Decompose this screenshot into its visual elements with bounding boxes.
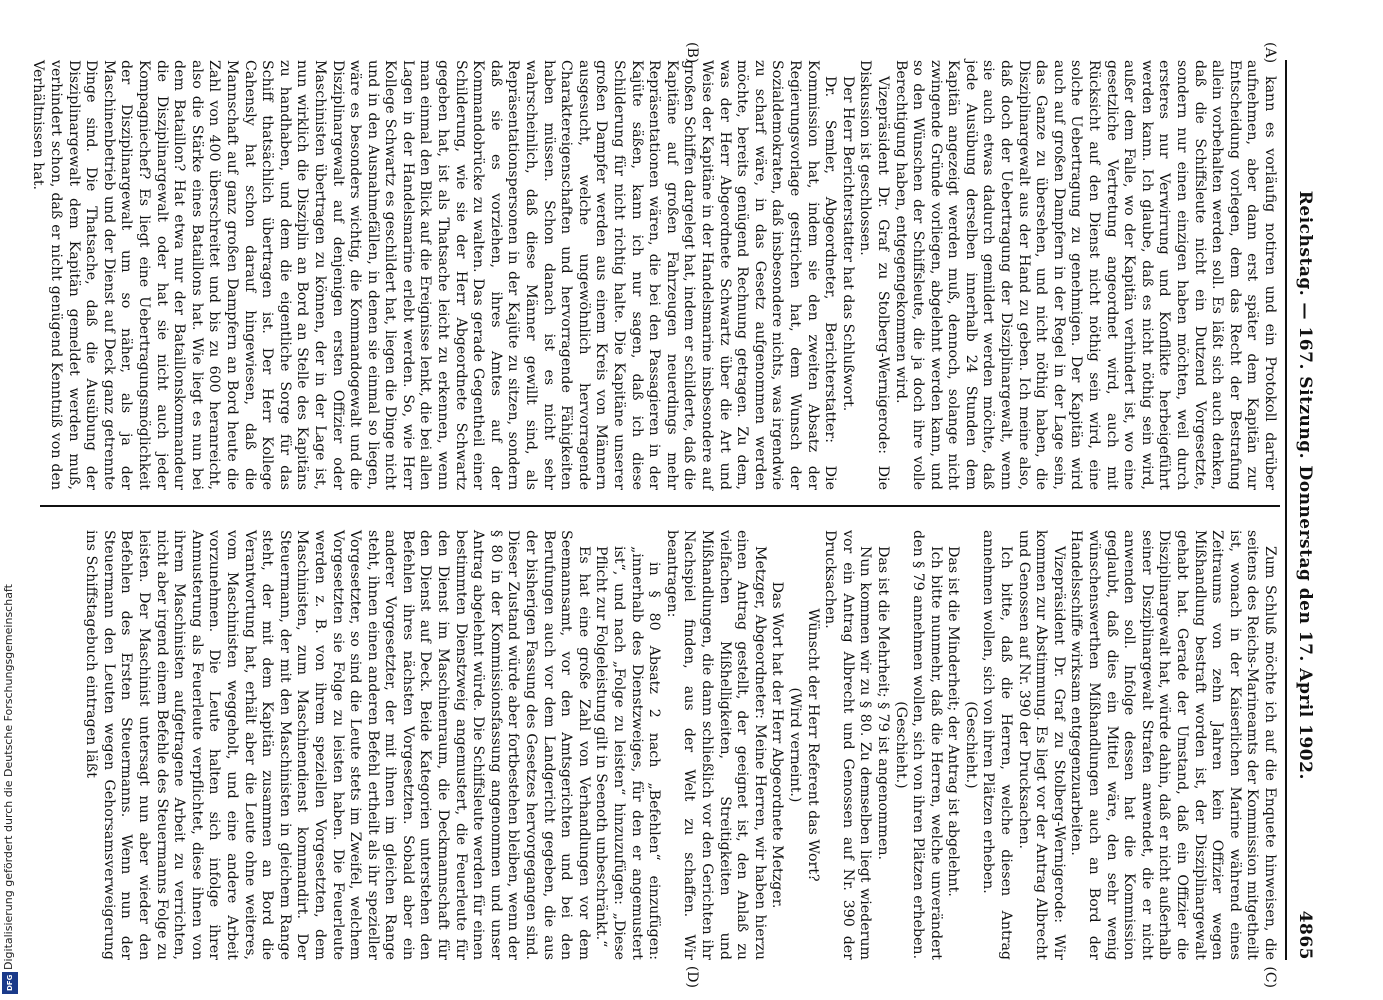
amendment-quote: in § 80 Absatz 2 nach „Befehlen“ einzufügen: „innerhalb des Dienstzweiges, für den er angemustert ist“, und nach „Folge zu leisten“ hinzuzufügen: „Diese Pflicht zur Folgeleistung gilt in Seenoth unbeschränkt.“ [593,546,663,960]
left-paragraph: Vizepräsident Dr. Graf zu Stolberg-Wernigerode: Die Diskussion ist geschlossen. [857,60,891,490]
right-paragraph: Ich bitte nunmehr, daß die Herren, welche unverändert den § 79 annehmen wollen, sich von ihren Plätzen erheben. [910,530,944,960]
marker-b: (B) [684,42,700,64]
right-column [40,530,1278,960]
stage-direction: (Wird verneint.) [786,687,803,803]
right-paragraph: Ich bitte, daß die Herren, welche diesen Antrag annehmen wollen, sich von ihren Plätzen erheben. [980,530,1015,960]
page-number: 4865 [1295,910,1315,960]
header-rule [1285,60,1287,960]
column-divider [40,505,1280,507]
stage-direction: (Geschieht.) [892,701,909,789]
funding-note: Digitalisierung gefördert durch die Deutsche Forschungsgemeinschaft [2,584,15,970]
marker-c: (C) [1262,966,1278,988]
digitization-credit [0,584,20,1000]
marker-d: (D) [684,965,700,988]
marker-a: (A) [1262,42,1278,64]
left-paragraph: kann es vorläufig notiren und ein Protokoll darüber aufnehmen, aber dann erst später dem Kapitän zur Entscheidung vorlegen, dem das Recht der Bestrafung allein vorbehalten werden soll. Es läßt sich auch denken, daß die Schiffsleute nicht ein Dutzend Vorgesetzte, sondern nur einen einzigen haben möchten, weil durch ersteres nur Verwirrung und Konflikte herbeigeführt werden kann. Ich glaube, daß es nicht nöthig sein wird, außer dem Falle, wo der Kapitän verhindert ist, wo eine gesetzliche Vertretung angeordnet wird, auch mit Rücksicht auf den Dienst nicht nöthig sein wird, eine solche Uebertragung zu genehmigen. Der Kapitän wird auch auf großen Dampfern in der Regel in der Lage sein, das Ganze zu übersehen, und nicht nöthig haben, die Disziplinargewalt aus der Hand zu geben. Ich meine also, daß doch der Uebertragung der Disziplinargewalt, wenn sie auch etwas dadurch gemildert werden möchte, daß jede Ausübung derselben innerhalb 24 Stunden dem Kapitän angezeigt werden muß, dennoch, solange nicht zwingende Gründe vorliegen, abgelehnt werden kann, und so den Wünschen der Schiffsleute, die ja doch ihre volle Berechtigung haben, entgegengekommen wird. [892,60,1278,490]
dfg-logo: DFG [2,972,18,994]
right-paragraph: Es hat eine große Zahl von Verhandlungen vor dem Seemannsamt, vor den Amtsgerichten und bei den Berufungen auch vor dem Landgericht gegeben, die aus der bisherigen Fassung des Gesetzes hervorgegangen sind. Dieser Zustand würde aber fortbestehen bleiben, wenn der § 80 in der Kommissionsfassung angenommen und unser Antrag abgelehnt würde. Die Schiffsleute werden für einen bestimmten Dienstzweig angemustert, die Feuerleute für den Dienst im Maschinenraum, die Deckmannschaft für den Dienst auf Deck. Beide Kategorien unterstehen den Befehlen ihres nächsten Vorgesetzten. Sobald aber ein anderer Vorgesetzter, der mit ihnen im gleichen Range steht, ihnen einen anderen Befehl ertheilt als ihr spezieller Vorgesetzter, so sind die Leute stets im Zweifel, welchem Vorgesetzten sie Folge zu leisten haben. Die Feuerleute werden z. B. von ihrem speziellen Vorgesetzten, dem Maschinisten, zum Maschinendienst kommandirt. Der Steuermann, der mit den Maschinisten in gleichem Range steht, der mit dem Kapitän zusammen an Bord die Verantwortung hat, erhält aber die Leute ohne weiteres, vom Maschinisten weggeholt, und eine andere Arbeit vorzunehmen. Die Leute halten sich infolge ihrer Anmusterung als Feuerleute verpflichtet, diese ihnen von ihrem Maschinisten aufgetragene Arbeit zu verrichten, nicht aber irgend einem Befehle des Steuermanns Folge zu leisten. Der Maschinist untersagt nun aber wieder den Befehlen des Ersten Steuermanns. Wenn nun der Steuermann den Leuten wegen Gehorsamsverweigerung ins Schiffstagebuch eintragen läßt [83,530,592,960]
left-column [30,60,1278,490]
newspaper-page [20,40,1320,988]
stage-direction: (Geschieht.) [962,701,979,789]
running-header: Reichstag. — 167. Sitzung. Donnerstag den 17. April 1902. [1295,190,1315,780]
page-header [1290,60,1320,960]
left-paragraph: Der Herr Berichterstatter hat das Schlußwort. [839,76,856,412]
right-paragraph: Metzger, Abgeordneter: Meine Herren, wir haben hierzu einen Antrag gestellt, der geeignet ist, den Anlaß zu vielfachen Mißhelligkeiten, Streitigkeiten und Mißhandlungen, die dann schließlich vor den Gerichten ihr Nachspiel finden, aus der Welt zu schaffen. Wir beantragen: [663,530,768,960]
right-paragraph: Das ist die Mehrheit; § 79 ist angenommen. [874,546,891,860]
right-paragraph: Zum Schluß möchte ich auf die Enquete hinweisen, die seitens des Reichs-Marineamts der Kommission mitgetheilt ist, wonach in der Kaiserlichen Marine während eines Zeitraums von zehn Jahren kein Offizier wegen Mißhandlung bestraft worden ist, der Disziplinargewalt gehabt hat. Gerade der Umstand, daß ein Offizier die Disziplinargewalt hat, würde dahin, daß er nicht außerhalb seiner Disziplinargewalt Strafen anwendet, die er nicht anwenden soll. Infolge dessen hat die Kommission geglaubt, daß dies ein Mittel wäre, den sehr wenig wünschenswerthen Mißhandlungen auch an Bord der Handelsschiffe wirksam entgegenzuarbeiten. [1068,530,1278,960]
left-paragraph: Dr. Semler, Abgeordneter, Berichterstatter: Die Kommission hat, indem sie den zweiten Absatz der Regierungsvorlage gestrichen hat, dem Wunsch der Sozialdemokraten, daß insbesondere nichts, was irgendwie zu scharf wäre, in das Gesetz aufgenommen werden möchte, bereits genügend Rechnung getragen. Zu dem, was der Herr Abgeordnete Schwartz über die Art und Weise der Kapitäne in der Handelsmarine insbesondere auf großen Schiffen dargelegt hat, indem er schilderte, daß die Kapitäne auf großen Fahrzeugen neuerdings mehr Repräsentationen wären, die bei den Passagieren in der Kajüte säßen, kann ich nur sagen, daß ich diese Schilderung für nicht richtig halte. Die Kapitäne unserer großen Dampfer werden aus einem Kreis von Männern ausgesucht, welche ungewöhnlich hervorragende Charaktereigenschaften und hervorragende Fähigkeiten haben müssen. Schon danach ist es nicht sehr wahrscheinlich, daß diese Männer gewillt sind, als Repräsentationspersonen in der Kajüte zu sitzen, sondern daß sie es vorziehen, ihres Amtes auf der Kommandobrücke zu walten. Das gerade Gegentheil einer Schilderung, wie sie der Herr Abgeordnete Schwartz gegeben hat, ist als Thatsache leicht zu erkennen, wenn man einmal den Blick auf die Ereignisse lenkt, die bei allen Lagen in der Handelsmarine erlebt werden. So, wie Herr Kollege Schwartz es geschildert hat, liegen die Dinge nicht und in den Ausnahmefällen, in denen sie einmal so liegen, wäre es besonders wichtig, die Kommandogewalt und die Disziplinargewalt auf denjenigen ersten Offizier oder Maschinisten übertragen zu können, der in der Lage ist, nun wirklich die Disziplin an Bord an Stelle des Kapitäns zu handhaben, und dem die eigentliche Sorge für das Schiff thatsächlich übertragen ist. Der Herr Kollege Cahensly hat schon darauf hingewiesen, daß die Mannschaft auf ganz großen Dampfern an Bord heute die Zahl von 400 überschreitet und bis zu 600 heranreicht, also die Stärke eines Bataillons hat. Wie liegt es nun bei dem Bataillon? Hat etwa nur der Bataillonskommandeur die Disziplinargewalt oder hat sie nicht auch jeder Kompagniechef? Es liegt eine Uebertragungsmöglichkeit der Disziplinargewalt um so näher, als ja der Maschinenbetrieb und der Dienst auf Deck ganz getrennte Dinge sind. Die Thatsache, daß die Ausübung der Disziplinargewalt dem Kapitän gemeldet werden muß, verhindert schon, daß er nicht genügend Kenntniß von den Verhältnissen hat. [30,60,839,490]
right-paragraph: Wünscht der Herr Referent das Wort? [804,608,821,882]
right-paragraph: Das ist die Minderheit; der Antrag ist abgelehnt. [945,546,962,897]
right-paragraph: Nun kommen wir zu § 80. Zu demselben liegt wiederum vor ein Antrag Albrecht und Genossen auf Nr. 390 der Drucksachen. [822,530,874,960]
right-paragraph: Das Wort hat der Herr Abgeordnete Metzger. [769,581,786,909]
right-paragraph: Vizepräsident Dr. Graf zu Stolberg-Wernigerode: Wir kommen zur Abstimmung. Es liegt vor der Antrag Albrecht und Genossen auf Nr. 390 der Drucksachen. [1015,530,1067,960]
